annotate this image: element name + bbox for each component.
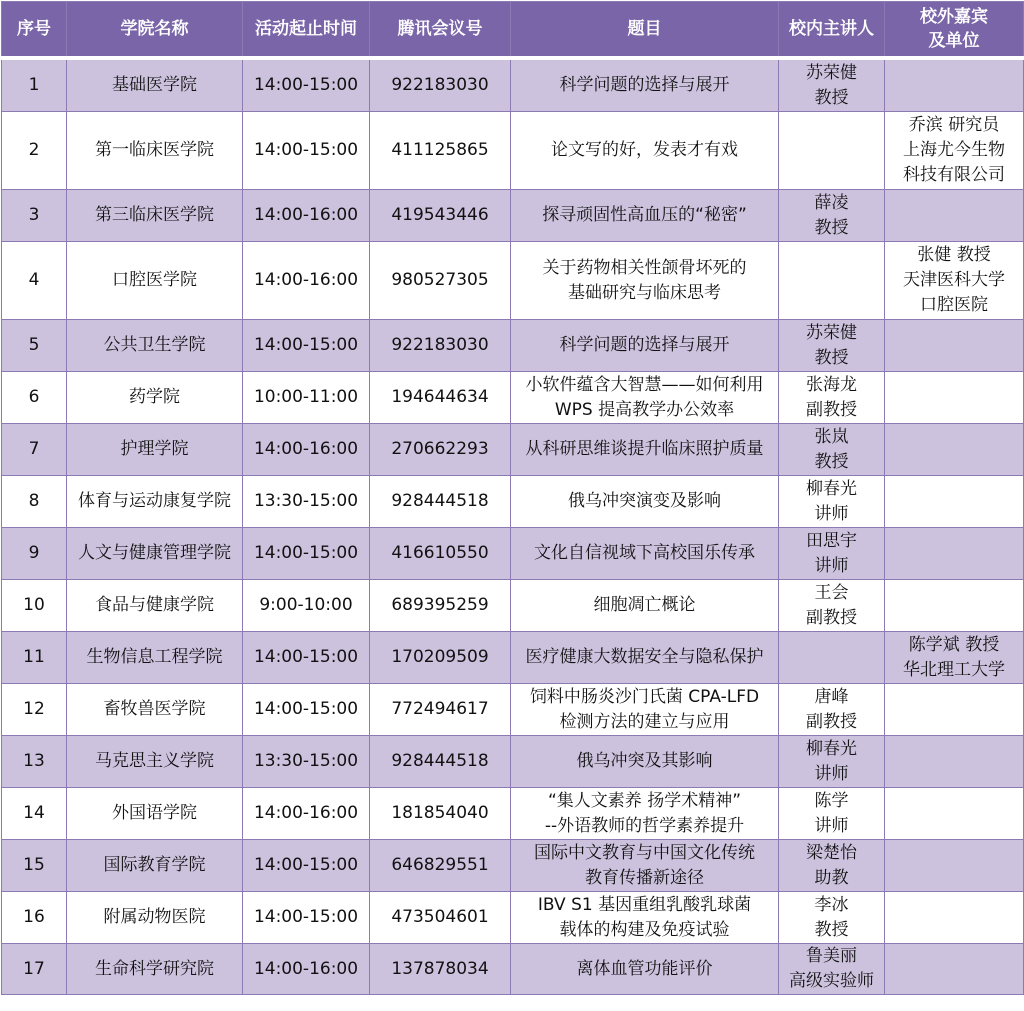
cell-college: 基础医学院 [67, 58, 243, 112]
cell-no: 12 [2, 684, 67, 736]
table-row [2, 788, 1024, 840]
table-row [2, 580, 1024, 632]
cell-no: 9 [2, 528, 67, 580]
cell-topic: 医疗健康大数据安全与隐私保护 [511, 632, 779, 684]
cell-meeting-id: 419543446 [370, 190, 511, 242]
cell-meeting-id: 646829551 [370, 840, 511, 892]
table-row [2, 58, 1024, 112]
cell-college: 第一临床医学院 [67, 112, 243, 190]
cell-guest [885, 892, 1024, 944]
cell-topic: 饲料中肠炎沙门氏菌 CPA-LFD 检测方法的建立与应用 [511, 684, 779, 736]
cell-college: 食品与健康学院 [67, 580, 243, 632]
cell-topic: 关于药物相关性颌骨坏死的 基础研究与临床思考 [511, 242, 779, 320]
cell-speaker: 张岚 教授 [779, 424, 885, 476]
cell-time: 14:00-16:00 [243, 944, 370, 995]
cell-college: 人文与健康管理学院 [67, 528, 243, 580]
cell-topic: 探寻顽固性高血压的“秘密” [511, 190, 779, 242]
cell-meeting-id: 181854040 [370, 788, 511, 840]
cell-meeting-id: 689395259 [370, 580, 511, 632]
cell-speaker [779, 632, 885, 684]
table-row [2, 528, 1024, 580]
cell-topic: 细胞凋亡概论 [511, 580, 779, 632]
header-topic: 题目 [511, 2, 779, 59]
cell-guest: 陈学斌 教授 华北理工大学 [885, 632, 1024, 684]
cell-college: 外国语学院 [67, 788, 243, 840]
table-row [2, 242, 1024, 320]
cell-time: 14:00-15:00 [243, 684, 370, 736]
cell-college: 护理学院 [67, 424, 243, 476]
table-row [2, 944, 1024, 995]
cell-time: 13:30-15:00 [243, 736, 370, 788]
cell-college: 体育与运动康复学院 [67, 476, 243, 528]
header-college: 学院名称 [67, 2, 243, 59]
cell-guest [885, 190, 1024, 242]
cell-time: 14:00-15:00 [243, 528, 370, 580]
cell-meeting-id: 928444518 [370, 476, 511, 528]
cell-college: 公共卫生学院 [67, 320, 243, 372]
cell-time: 14:00-15:00 [243, 840, 370, 892]
cell-no: 15 [2, 840, 67, 892]
cell-college: 畜牧兽医学院 [67, 684, 243, 736]
cell-speaker: 鲁美丽 高级实验师 [779, 944, 885, 995]
header-guest: 校外嘉宾 及单位 [885, 2, 1024, 59]
table-row [2, 892, 1024, 944]
cell-guest [885, 736, 1024, 788]
cell-guest [885, 788, 1024, 840]
cell-college: 马克思主义学院 [67, 736, 243, 788]
cell-topic: 国际中文教育与中国文化传统 教育传播新途径 [511, 840, 779, 892]
cell-meeting-id: 137878034 [370, 944, 511, 995]
cell-topic: IBV S1 基因重组乳酸乳球菌 载体的构建及免疫试验 [511, 892, 779, 944]
cell-no: 6 [2, 372, 67, 424]
cell-speaker: 薛凌 教授 [779, 190, 885, 242]
table-row [2, 372, 1024, 424]
cell-time: 14:00-16:00 [243, 190, 370, 242]
cell-no: 7 [2, 424, 67, 476]
cell-topic: 离体血管功能评价 [511, 944, 779, 995]
cell-meeting-id: 170209509 [370, 632, 511, 684]
cell-speaker: 张海龙 副教授 [779, 372, 885, 424]
cell-no: 3 [2, 190, 67, 242]
cell-meeting-id: 194644634 [370, 372, 511, 424]
cell-guest [885, 684, 1024, 736]
cell-time: 14:00-15:00 [243, 58, 370, 112]
cell-no: 13 [2, 736, 67, 788]
cell-topic: “集人文素养 扬学术精神” --外语教师的哲学素养提升 [511, 788, 779, 840]
cell-guest [885, 58, 1024, 112]
cell-meeting-id: 772494617 [370, 684, 511, 736]
cell-no: 2 [2, 112, 67, 190]
cell-college: 附属动物医院 [67, 892, 243, 944]
cell-speaker: 唐峰 副教授 [779, 684, 885, 736]
cell-meeting-id: 473504601 [370, 892, 511, 944]
cell-no: 10 [2, 580, 67, 632]
table-row [2, 684, 1024, 736]
table-row [2, 476, 1024, 528]
cell-topic: 论文写的好，发表才有戏 [511, 112, 779, 190]
cell-no: 5 [2, 320, 67, 372]
table-body [2, 58, 1024, 995]
cell-college: 药学院 [67, 372, 243, 424]
lecture-schedule-table [1, 1, 1024, 995]
cell-meeting-id: 922183030 [370, 320, 511, 372]
cell-meeting-id: 270662293 [370, 424, 511, 476]
cell-no: 16 [2, 892, 67, 944]
cell-meeting-id: 411125865 [370, 112, 511, 190]
cell-time: 14:00-16:00 [243, 788, 370, 840]
cell-speaker: 苏荣健 教授 [779, 320, 885, 372]
cell-time: 14:00-15:00 [243, 320, 370, 372]
cell-speaker: 陈学 讲师 [779, 788, 885, 840]
cell-no: 4 [2, 242, 67, 320]
cell-guest [885, 944, 1024, 995]
header-no: 序号 [2, 2, 67, 59]
cell-speaker [779, 242, 885, 320]
cell-no: 17 [2, 944, 67, 995]
table-row [2, 424, 1024, 476]
cell-college: 国际教育学院 [67, 840, 243, 892]
cell-topic: 俄乌冲突及其影响 [511, 736, 779, 788]
cell-speaker: 苏荣健 教授 [779, 58, 885, 112]
header-speaker: 校内主讲人 [779, 2, 885, 59]
cell-topic: 俄乌冲突演变及影响 [511, 476, 779, 528]
cell-topic: 小软件蕴含大智慧——如何利用 WPS 提高教学办公效率 [511, 372, 779, 424]
cell-college: 第三临床医学院 [67, 190, 243, 242]
cell-topic: 文化自信视域下高校国乐传承 [511, 528, 779, 580]
cell-guest [885, 580, 1024, 632]
table-row [2, 840, 1024, 892]
cell-speaker: 王会 副教授 [779, 580, 885, 632]
header-time: 活动起止时间 [243, 2, 370, 59]
cell-topic: 科学问题的选择与展开 [511, 58, 779, 112]
cell-guest [885, 476, 1024, 528]
cell-college: 生物信息工程学院 [67, 632, 243, 684]
cell-no: 14 [2, 788, 67, 840]
cell-no: 1 [2, 58, 67, 112]
cell-time: 9:00-10:00 [243, 580, 370, 632]
header-meeting-id: 腾讯会议号 [370, 2, 511, 59]
cell-guest [885, 320, 1024, 372]
cell-speaker: 柳春光 讲师 [779, 736, 885, 788]
cell-time: 13:30-15:00 [243, 476, 370, 528]
cell-college: 生命科学研究院 [67, 944, 243, 995]
cell-guest: 乔滨 研究员 上海尤今生物 科技有限公司 [885, 112, 1024, 190]
cell-speaker: 田思宇 讲师 [779, 528, 885, 580]
cell-time: 14:00-15:00 [243, 892, 370, 944]
cell-speaker: 梁楚怡 助教 [779, 840, 885, 892]
cell-topic: 科学问题的选择与展开 [511, 320, 779, 372]
cell-speaker: 柳春光 讲师 [779, 476, 885, 528]
table-row [2, 736, 1024, 788]
cell-time: 14:00-16:00 [243, 424, 370, 476]
cell-meeting-id: 416610550 [370, 528, 511, 580]
cell-speaker [779, 112, 885, 190]
cell-guest [885, 840, 1024, 892]
cell-meeting-id: 928444518 [370, 736, 511, 788]
table-row [2, 632, 1024, 684]
cell-time: 14:00-15:00 [243, 112, 370, 190]
table-row [2, 190, 1024, 242]
cell-guest [885, 528, 1024, 580]
table-row [2, 320, 1024, 372]
cell-no: 8 [2, 476, 67, 528]
cell-meeting-id: 922183030 [370, 58, 511, 112]
table-row [2, 112, 1024, 190]
cell-guest [885, 372, 1024, 424]
cell-no: 11 [2, 632, 67, 684]
cell-time: 14:00-15:00 [243, 632, 370, 684]
table-header [2, 2, 1024, 59]
cell-topic: 从科研思维谈提升临床照护质量 [511, 424, 779, 476]
cell-guest [885, 424, 1024, 476]
cell-speaker: 李冰 教授 [779, 892, 885, 944]
cell-guest: 张健 教授 天津医科大学 口腔医院 [885, 242, 1024, 320]
cell-time: 14:00-16:00 [243, 242, 370, 320]
cell-time: 10:00-11:00 [243, 372, 370, 424]
cell-meeting-id: 980527305 [370, 242, 511, 320]
cell-college: 口腔医学院 [67, 242, 243, 320]
